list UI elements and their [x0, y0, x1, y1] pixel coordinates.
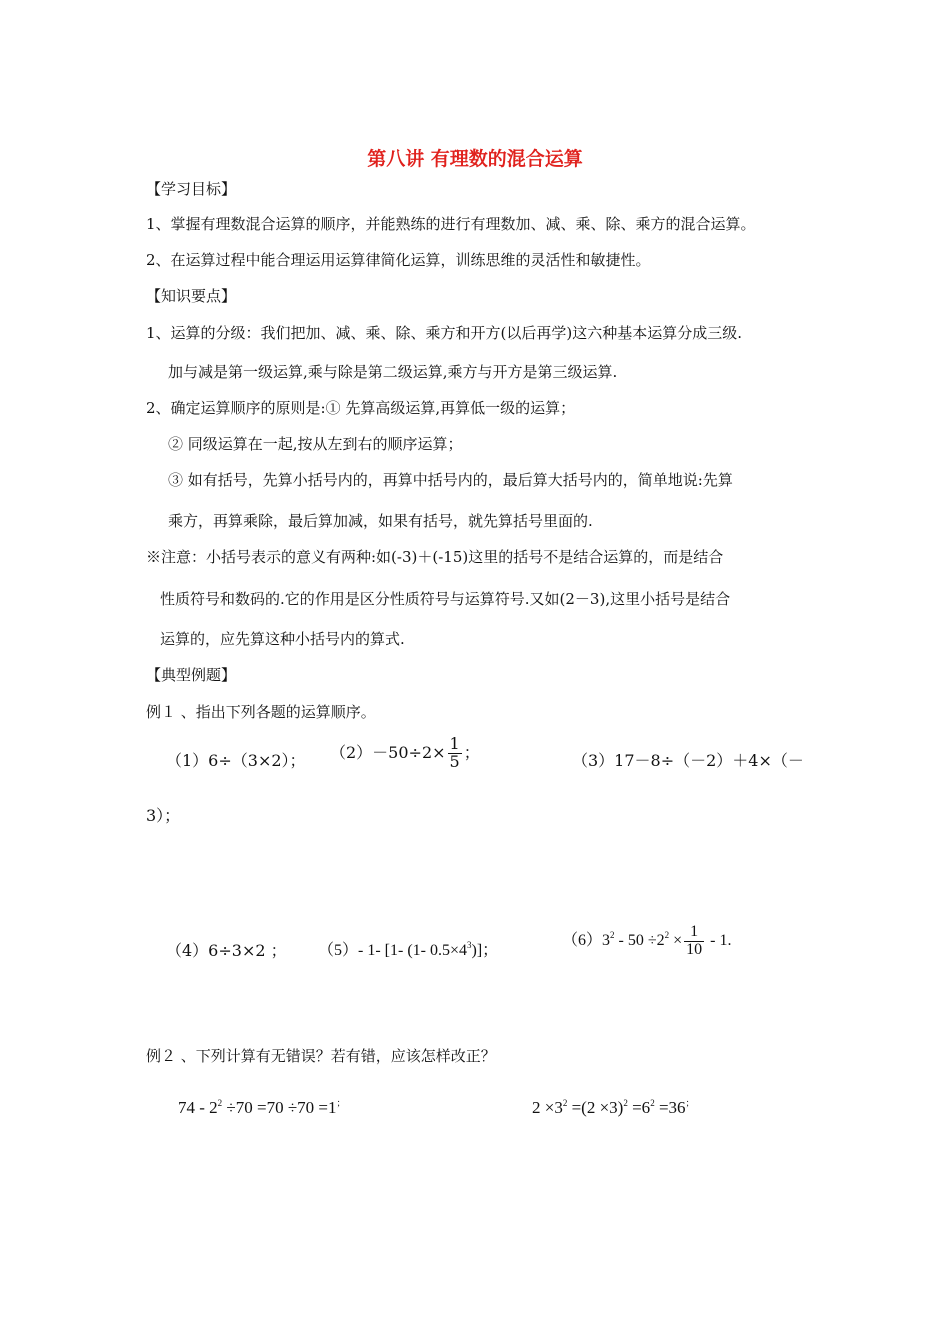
q6-times: ×: [669, 931, 683, 949]
objective-item-1: 1、掌握有理数混合运算的顺序，并能熟练的进行有理数加、减、乘、除、乘方的混合运算。: [146, 215, 756, 233]
section-heading-key-points: 【知识要点】: [146, 287, 237, 305]
q6-label: （6）: [562, 931, 603, 949]
q6-exponent-2: 2: [664, 929, 670, 940]
q2-semicolon: ；: [463, 742, 480, 762]
example-1-q5: [318, 937, 498, 960]
eq1-part-b: ÷70 =70 ÷70 =1: [222, 1098, 337, 1117]
eq2-part-d: =36: [654, 1098, 686, 1117]
example-1-q4: （4）6÷3×2 ；: [166, 941, 287, 960]
example-1-q3: （3）17－8÷（－2）＋4×（－: [572, 751, 804, 770]
note-line-2: 性质符号和数码的.它的作用是区分性质符号与运算符号.又如(2－3),这里小括号是结合: [160, 590, 731, 608]
eq2-exponent-2: 2: [623, 1098, 628, 1108]
eq2-exponent-3: 2: [650, 1098, 655, 1108]
note-line-1: ※注意：小括号表示的意义有两种:如(-3)＋(-15)这里的括号不是结合运算的，而是结合: [146, 548, 724, 566]
fraction-numerator: 1: [449, 734, 460, 753]
fraction-denominator: 10: [686, 940, 703, 958]
key-point-2-line-3: ③ 如有括号，先算小括号内的，再算中括号内的，最后算大括号内的，简单地说:先算: [168, 471, 733, 489]
q5-semicolon: ；: [482, 942, 499, 959]
fraction-denominator: 5: [449, 751, 460, 771]
page-title: 第八讲 有理数的混合运算: [367, 148, 583, 170]
eq2-semicolon: ；: [685, 1098, 695, 1108]
note-line-3: 运算的，应先算这种小括号内的算式.: [160, 630, 405, 648]
key-point-2-line-2: ② 同级运算在一起,按从左到右的顺序运算；: [168, 435, 463, 453]
example-2-title: 例２ 、下列计算有无错误？若有错，应该怎样改正？: [146, 1047, 496, 1065]
key-point-2-line-1: 2、确定运算顺序的原则是:① 先算高级运算,再算低一级的运算；: [146, 399, 576, 417]
section-heading-examples: 【典型例题】: [146, 666, 237, 684]
q5-label: （5）: [318, 942, 359, 959]
fraction-numerator: 1: [684, 924, 704, 942]
example-1-q1: （1）6÷（3×2）；: [166, 751, 306, 770]
section-heading-objectives: 【学习目标】: [146, 180, 237, 198]
fraction-one-tenth: [684, 924, 704, 959]
eq1-exponent: 2: [217, 1098, 223, 1108]
q6-exponent-1: 2: [610, 929, 615, 940]
eq2-part-a: 2 ×3: [532, 1098, 563, 1117]
eq1-semicolon: ；: [336, 1098, 346, 1108]
q5-exponent: 3: [467, 940, 472, 950]
eq2-part-c: =6: [627, 1098, 651, 1117]
eq1-part-a: 74 - 2: [178, 1098, 218, 1117]
example-2-equation-2: [532, 1096, 695, 1118]
example-1-q6: [562, 924, 731, 959]
q5-expression-b: )]: [471, 942, 483, 959]
q5-expression-a: - 1- [1- (1- 0.5×4: [358, 942, 468, 959]
key-point-1-line-1: 1、运算的分级：我们把加、减、乘、除、乘方和开方(以后再学)这六种基本运算分成三级.: [146, 324, 743, 342]
q2-expression: （2）－50÷2×: [330, 742, 446, 762]
q6-middle: - 50 ÷2: [614, 931, 665, 949]
key-point-2-line-4: 乘方，再算乘除，最后算加减，如果有括号，就先算括号里面的.: [168, 512, 593, 530]
example-1-q3-continued: 3）；: [146, 806, 181, 825]
q6-tail: - 1.: [706, 931, 732, 949]
eq2-exponent-1: 2: [562, 1098, 568, 1108]
key-point-1-line-2: 加与减是第一级运算,乘与除是第二级运算,乘方与开方是第三级运算.: [168, 363, 618, 381]
eq2-part-b: =(2 ×3): [567, 1098, 624, 1117]
fraction-one-fifth: [448, 736, 462, 771]
objective-item-2: 2、在运算过程中能合理运用运算律简化运算，训练思维的灵活性和敏捷性。: [146, 251, 651, 269]
example-1-q2: [330, 736, 480, 771]
example-2-equation-1: [178, 1096, 346, 1118]
q6-base: 3: [602, 931, 611, 949]
example-1-title: 例１ 、指出下列各题的运算顺序。: [146, 703, 376, 721]
